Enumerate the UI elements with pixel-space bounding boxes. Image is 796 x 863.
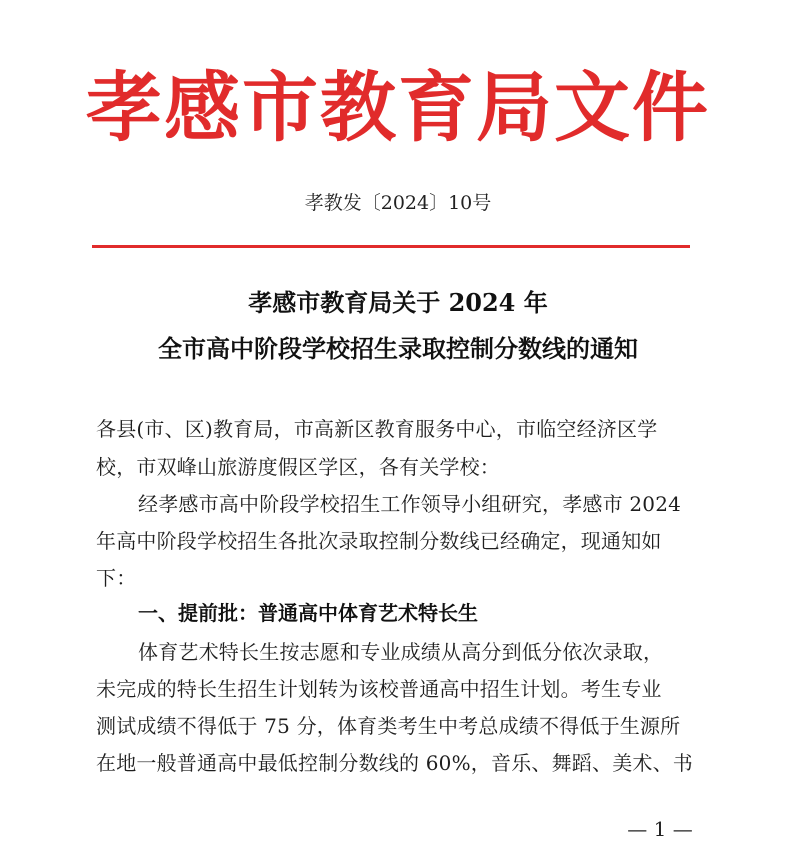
intro-line-2: 年高中阶段学校招生各批次录取控制分数线已经确定，现通知如	[96, 529, 662, 553]
notice-title-line-2: 全市高中阶段学校招生录取控制分数线的通知	[158, 334, 638, 363]
section-1-line-2: 未完成的特长生招生计划转为该校普通高中招生计划。考生专业	[96, 677, 662, 701]
intro-line-3: 下：	[96, 566, 137, 590]
section-1-heading: 一、提前批：普通高中体育艺术特长生	[138, 601, 478, 625]
section-1-line-1: 体育艺术特长生按志愿和专业成绩从高分到低分依次录取，	[138, 640, 664, 664]
notice-title-line-1: 孝感市教育局关于 2024 年	[248, 288, 548, 317]
section-1-line-3: 测试成绩不得低于 75 分，体育类考生中考总成绩不得低于生源所	[96, 714, 681, 738]
addressee-line-1: 各县(市、区)教育局，市高新区教育服务中心，市临空经济区学	[96, 417, 658, 441]
addressee-line-2: 校，市双峰山旅游度假区学区，各有关学校：	[96, 455, 500, 479]
document-number: 孝教发〔2024〕10号	[304, 192, 492, 214]
intro-line-1: 经孝感市高中阶段学校招生工作领导小组研究，孝感市 2024	[138, 492, 682, 516]
section-1-line-4: 在地一般普通高中最低控制分数线的 60%，音乐、舞蹈、美术、书	[96, 751, 694, 775]
page-number: — 1 —	[627, 817, 693, 841]
issuer-title: 孝感市教育局文件	[86, 63, 710, 152]
red-divider	[92, 245, 690, 248]
